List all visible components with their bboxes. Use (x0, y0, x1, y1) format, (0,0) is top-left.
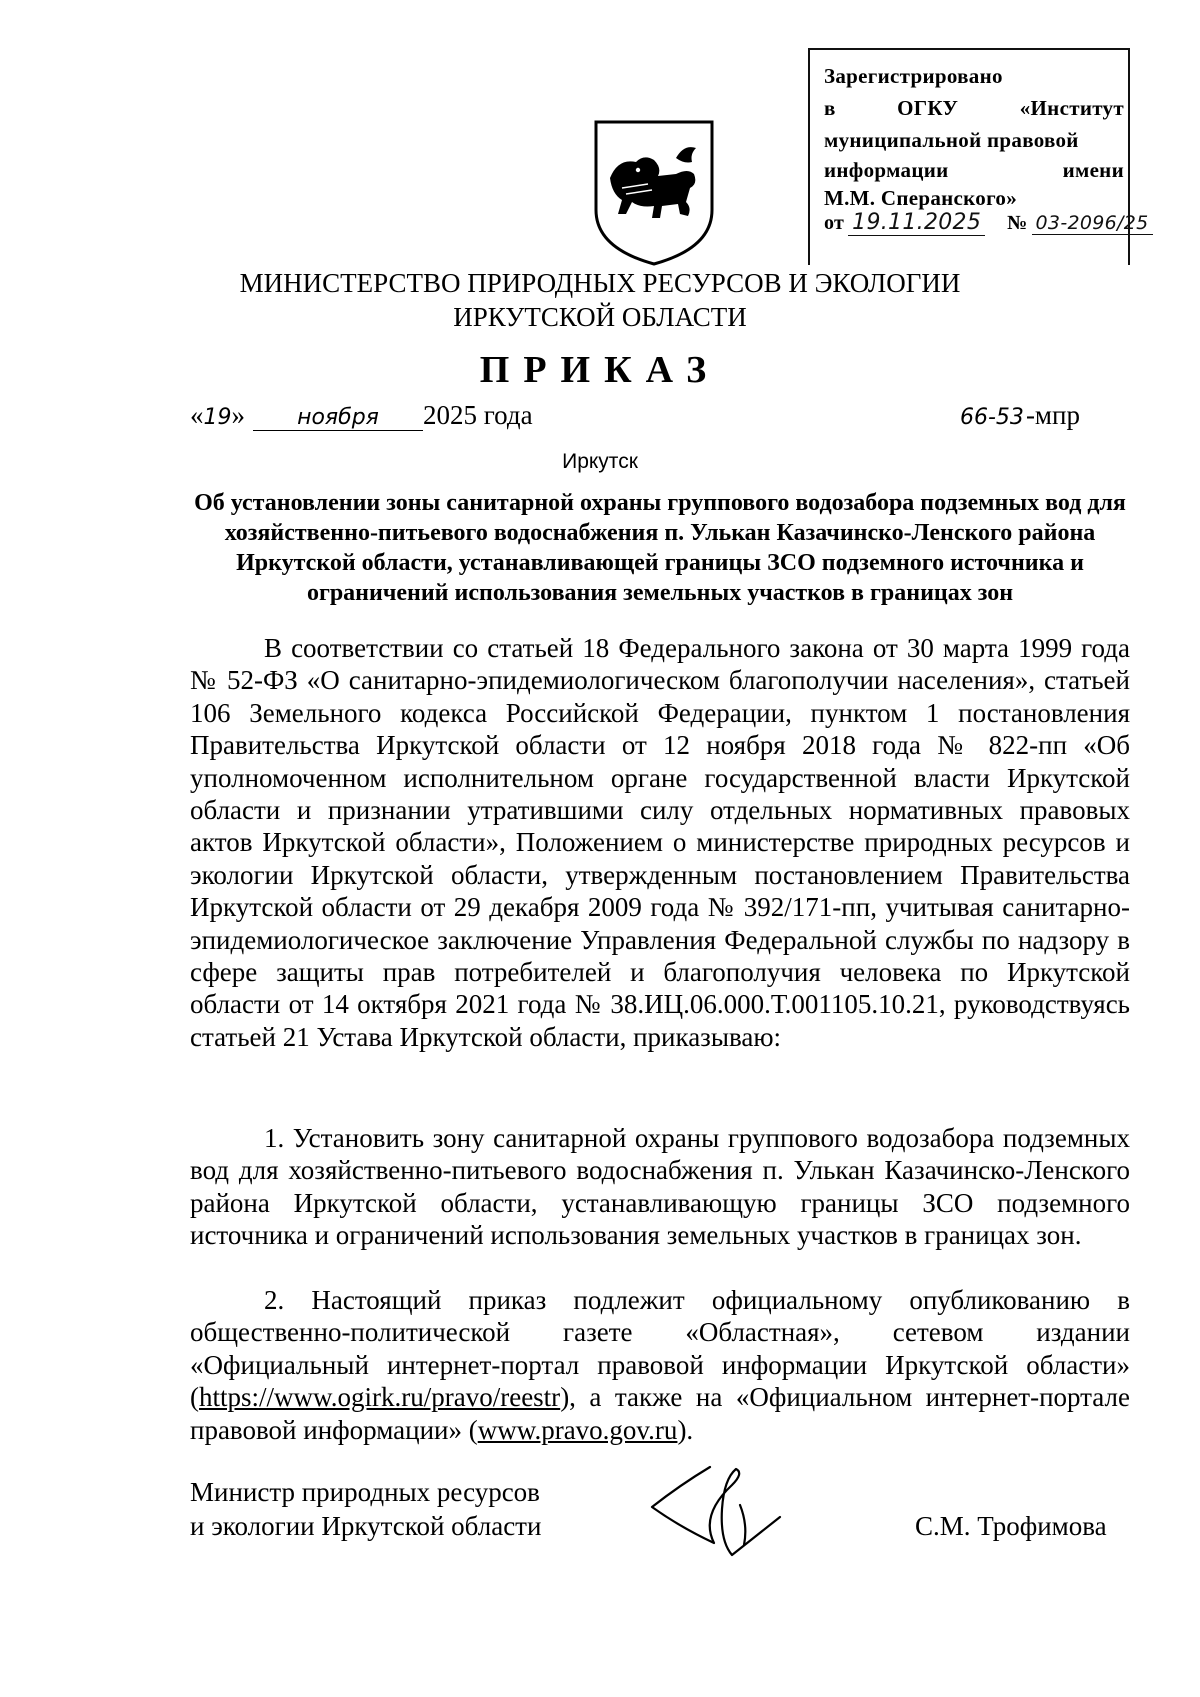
quote-open: « (190, 400, 204, 430)
pravo-link[interactable]: www.pravo.gov.ru (477, 1414, 678, 1445)
stamp-registration-row (824, 210, 1157, 236)
order-number-value: 66-53 (960, 405, 1024, 430)
order-number (960, 400, 1080, 431)
order-date (190, 400, 533, 431)
signatory-name: С.М. Трофимова (915, 1511, 1107, 1541)
stamp-number: 03-2096/25 (1032, 212, 1153, 235)
document-title: ПРИКАЗ (479, 349, 721, 391)
stamp-line (824, 158, 1124, 183)
stamp-line: М.М. Сперанского» (824, 186, 1018, 210)
ministry-name: МИНИСТЕРСТВО ПРИРОДНЫХ РЕСУРСОВ И ЭКОЛОГИИ (239, 268, 961, 298)
stamp-date-prefix: от (824, 212, 845, 234)
order-number-suffix: -мпр (1025, 400, 1080, 430)
stamp-word: информации (824, 158, 949, 182)
signatory-title-line: и экологии Иркутской области (190, 1511, 542, 1541)
stamp-line: муниципальной правовой (824, 128, 1079, 152)
stamp-date: 19.11.2025 (848, 210, 985, 236)
clause-2 (190, 1284, 1130, 1446)
stamp-line: Зарегистрировано (824, 64, 1003, 88)
stamp-word: имени (1062, 158, 1124, 182)
stamp-line (824, 96, 1124, 121)
order-year: 2025 года (423, 400, 533, 430)
handwritten-signature (640, 1455, 810, 1565)
stamp-word: в (824, 96, 836, 120)
quote-close: » (231, 400, 245, 430)
coat-of-arms-icon (592, 118, 716, 266)
signatory-title-line: Министр природных ресурсов (190, 1477, 540, 1507)
ministry-region: ИРКУТСКОЙ ОБЛАСТИ (453, 302, 747, 332)
registration-stamp (808, 48, 1149, 265)
stamp-word: «Институт (1019, 96, 1124, 120)
signatory-title (190, 1475, 541, 1543)
ogirk-link[interactable]: https://www.ogirk.ru/pravo/reestr (199, 1382, 561, 1413)
city: Иркутск (562, 450, 638, 473)
clause-2-text: ). (677, 1414, 694, 1445)
stamp-number-prefix: № (1007, 212, 1028, 234)
order-day: 19 (203, 405, 232, 430)
stamp-word: ОГКУ (897, 96, 959, 120)
clause-1: 1. Установить зону санитарной охраны группового водозабора подземных вод для хозяйственно-питьевого водоснабжения п. Улькан Казачинско-Ленского района Иркутской области, устанавливающую границы ЗСО подземного источника и ограничений использования земельных участков в границах зон. (190, 1123, 1130, 1251)
order-heading: Об установлении зоны санитарной охраны группового водозабора подземных вод для хозяйственно-питьевого водоснабжения п. Улькан Казачинско-Ленского района Иркутской области, устанавливающей границы ЗСО подземного источника и ограничений использования земельных участков в границах зон (194, 490, 1126, 606)
clause-2-text: ), а также на «Официальном интернет-портале правовой информации» ( (190, 1382, 1130, 1445)
preamble-paragraph: В соответствии со статьей 18 Федерального закона от 30 марта 1999 года № 52-ФЗ «О санитарно-эпидемиологическом благополучии населения», статьей 106 Земельного кодекса Российской Федерации, пунктом 1 постановления Правительства Иркутской области от 12 ноября 2018 года № 822-пп «Об уполномоченном исполнительном органе государственной власти Иркутской области и признании утратившими силу отдельных нормативных правовых актов Иркутской области», Положением о министерстве природных ресурсов и экологии Иркутской области, утвержденным постановлением Правительства Иркутской области от 29 декабря 2009 года № 392/171-пп, учитывая санитарно-эпидемиологическое заключение Управления Федеральной службы по надзору в сфере защиты прав потребителей и благополучия человека по Иркутской области от 14 октября 2021 года № 38.ИЦ.06.000.Т.001105.10.21, руководствуясь статьей 21 Устава Иркутской области, приказываю: (190, 633, 1130, 1052)
clause-2-text: 2. Настоящий приказ подлежит официальному опубликованию в общественно-политической газете «Областная», сетевом издании «Официальный интернет-портал правовой информации Иркутской области» ( (190, 1285, 1130, 1413)
order-month: ноября (253, 405, 423, 431)
